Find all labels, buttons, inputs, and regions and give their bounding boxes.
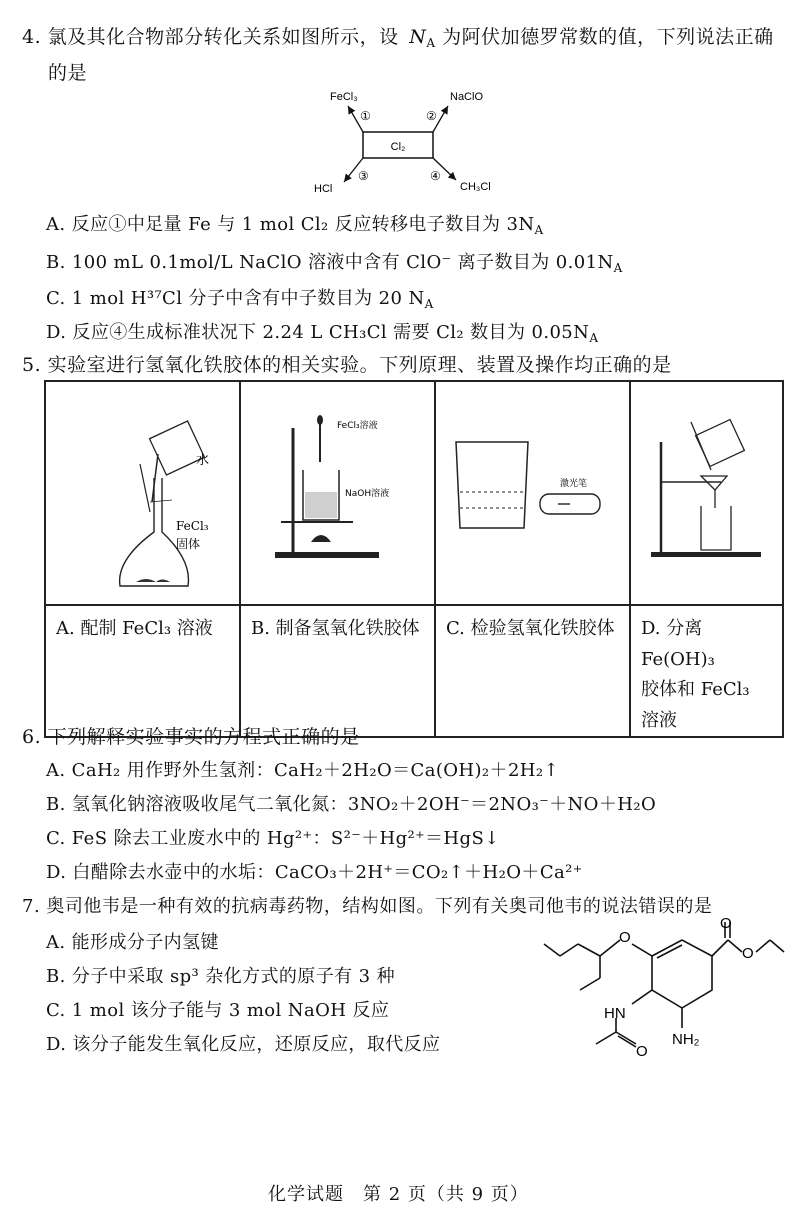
q4-conversion-diagram (300, 84, 520, 202)
fecl3-solution-label: FeCl₃溶液 (337, 421, 378, 431)
volumetric-flask-figure (46, 382, 239, 600)
fecl3-solid-label: FeCl₃ (176, 519, 209, 533)
heating-setup-figure (241, 382, 434, 600)
apparatus-c-cell (435, 381, 630, 605)
q6-option-c: C. FeS 除去工业废水中的 Hg²⁺：S²⁻＋Hg²⁺＝HgS↓ (46, 828, 500, 849)
q4-option-b: B. 100 mL 0.1mol/L NaClO 溶液中含有 ClO⁻ 离子数目为 $0.01N_A$ (46, 252, 623, 275)
apparatus-b-cell (240, 381, 435, 605)
hcl-label: HCl (314, 183, 333, 195)
q4-option-c: C. 1 mol H³⁷Cl 分子中含有中子数目为 20 $N_A$ (46, 288, 434, 311)
q5-apparatus-table (44, 380, 784, 738)
caption-d-line1: D. 分离 Fe(OH)₃ (641, 618, 715, 670)
caption-c: C. 检验氢氧化铁胶体 (435, 605, 630, 737)
water-label: 水 (196, 453, 210, 468)
reaction-2-mark: ② (426, 109, 437, 123)
caption-d (630, 605, 783, 737)
q7-stem: 7. 奥司他韦是一种有效的抗病毒药物，结构如图。下列有关奥司他韦的说法错误的是 (22, 896, 713, 917)
page-footer: 化学试题 第 2 页（共 9 页） (268, 1184, 529, 1205)
ester-oxygen-label: O (742, 945, 754, 962)
q4-stem-line2: 的是 (48, 62, 88, 84)
filtration-setup-figure (631, 382, 782, 600)
solid-label: 固体 (176, 537, 201, 551)
amide-nh-label: HN (604, 1005, 626, 1022)
reaction-1-mark: ① (360, 109, 371, 123)
carbonyl-oxygen-label: O (720, 916, 732, 932)
fecl3-label: FeCl₃ (330, 91, 358, 103)
q6-option-b: B. 氢氧化钠溶液吸收尾气二氧化氮：3NO₂＋2OH⁻＝2NO₃⁻＋NO＋H₂O (46, 794, 657, 815)
naclo-label: NaClO (450, 91, 484, 103)
q5-stem: 5. 实验室进行氢氧化铁胶体的相关实验。下列原理、装置及操作均正确的是 (22, 354, 672, 376)
reaction-3-mark: ③ (358, 169, 369, 183)
laser-test-figure (436, 382, 629, 600)
reaction-4-mark: ④ (430, 169, 441, 183)
apparatus-a-cell (45, 381, 240, 605)
caption-d-line2: 胶体和 FeCl₃ (641, 679, 750, 701)
caption-d-line3: 溶液 (641, 709, 677, 731)
naoh-solution-label: NaOH溶液 (345, 489, 390, 499)
apparatus-d-cell (630, 381, 783, 605)
ether-oxygen-label: O (619, 929, 631, 946)
q4-stem-line1: 4. 氯及其化合物部分转化关系如图所示，设 $N_A$ 为阿伏加德罗常数的值，下列说法正确 (22, 26, 774, 50)
q6-option-d: D. 白醋除去水壶中的水垢：CaCO₃＋2H⁺＝CO₂↑＋H₂O＋Ca²⁺ (46, 862, 583, 883)
amino-group-label: NH₂ (672, 1031, 700, 1048)
q7-option-d: D. 该分子能发生氧化反应，还原反应，取代反应 (46, 1034, 441, 1055)
laser-pointer-label: 激光笔 (560, 479, 588, 489)
q7-option-b: B. 分子中采取 sp³ 杂化方式的原子有 3 种 (46, 966, 395, 987)
q7-option-c: C. 1 mol 该分子能与 3 mol NaOH 反应 (46, 1000, 390, 1021)
q4-option-d: D. 反应④生成标准状况下 2.24 L CH₃Cl 需要 Cl₂ 数目为 $0.05N_A$ (46, 322, 599, 345)
amide-oxygen-label: O (636, 1043, 648, 1060)
q6-stem: 6. 下列解释实验事实的方程式正确的是 (22, 726, 360, 748)
cl2-label: Cl₂ (390, 141, 406, 153)
q4-option-a: A. 反应①中足量 Fe 与 1 mol Cl₂ 反应转移电子数目为 $3N_A$ (46, 214, 544, 237)
q7-option-a: A. 能形成分子内氢键 (46, 932, 219, 953)
caption-a: A. 配制 FeCl₃ 溶液 (45, 605, 240, 737)
oseltamivir-structure (536, 916, 788, 1062)
q6-option-a: A. CaH₂ 用作野外生氢剂：CaH₂＋2H₂O＝Ca(OH)₂＋2H₂↑ (46, 760, 559, 781)
ch3cl-label: CH₃Cl (460, 181, 491, 193)
caption-b: B. 制备氢氧化铁胶体 (240, 605, 435, 737)
